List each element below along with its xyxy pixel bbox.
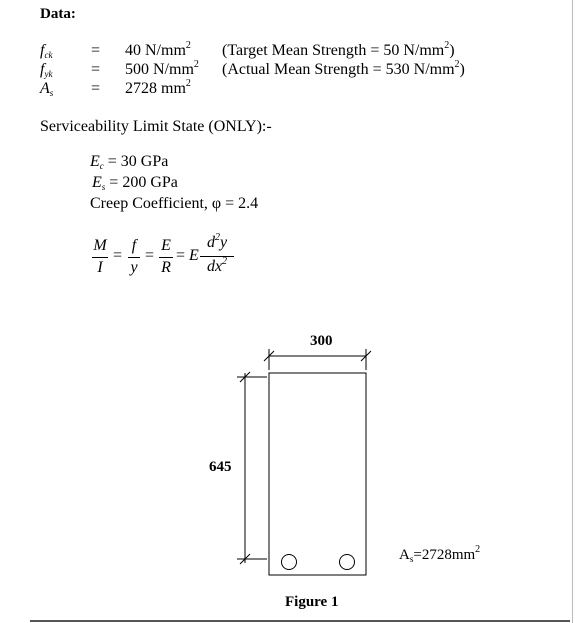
data-heading: Data: bbox=[40, 6, 76, 22]
formula-fraction: $d^2y$ $dx^2$ bbox=[200, 232, 234, 276]
sls-ec: $E_c = 30$ GPa bbox=[90, 153, 169, 171]
formula-equals: = bbox=[176, 247, 186, 264]
equals-sign: = bbox=[91, 42, 101, 59]
material-value: 40 $N/mm^2$ bbox=[125, 40, 191, 59]
material-note: (Target Mean Strength = 50 $N/mm^2$) bbox=[222, 40, 455, 59]
material-value: 500 $N/mm^2$ bbox=[125, 59, 199, 78]
sls-es: $E_s = 200$ GPa bbox=[92, 174, 178, 192]
equals-sign: = bbox=[91, 61, 101, 78]
sls-heading: Serviceability Limit State (ONLY):- bbox=[40, 118, 272, 135]
formula-coefficient: E bbox=[189, 247, 199, 264]
formula-fraction: M I bbox=[93, 237, 107, 276]
page-right-rule bbox=[572, 0, 573, 623]
width-label: 300 bbox=[310, 333, 333, 349]
beam-section-figure bbox=[225, 340, 385, 580]
rebar-circle bbox=[282, 555, 297, 570]
rebar-circle bbox=[340, 555, 355, 570]
steel-area-label: $A_s=2728mm^2$ bbox=[399, 544, 481, 564]
depth-label: 645 bbox=[209, 459, 232, 475]
sls-creep: Creep Coefficient, φ = 2.4 bbox=[90, 195, 259, 212]
material-note: (Actual Mean Strength = 530 $N/mm^2$) bbox=[222, 59, 465, 78]
material-symbol: $f_{yk}$ bbox=[40, 61, 53, 79]
figure-caption: Figure 1 bbox=[285, 594, 339, 610]
page-bottom-rule bbox=[30, 620, 570, 622]
formula-equals: = bbox=[113, 247, 123, 264]
equals-sign: = bbox=[91, 80, 101, 97]
material-symbol: $A_s$ bbox=[40, 80, 54, 98]
beam-section-outline bbox=[269, 373, 366, 575]
formula-fraction: f y bbox=[128, 237, 140, 277]
formula-equals: = bbox=[145, 247, 155, 264]
formula-fraction: E R bbox=[159, 237, 173, 277]
material-symbol: $f_{ck}$ bbox=[40, 42, 53, 60]
material-value: 2728 $mm^2$ bbox=[125, 78, 191, 97]
